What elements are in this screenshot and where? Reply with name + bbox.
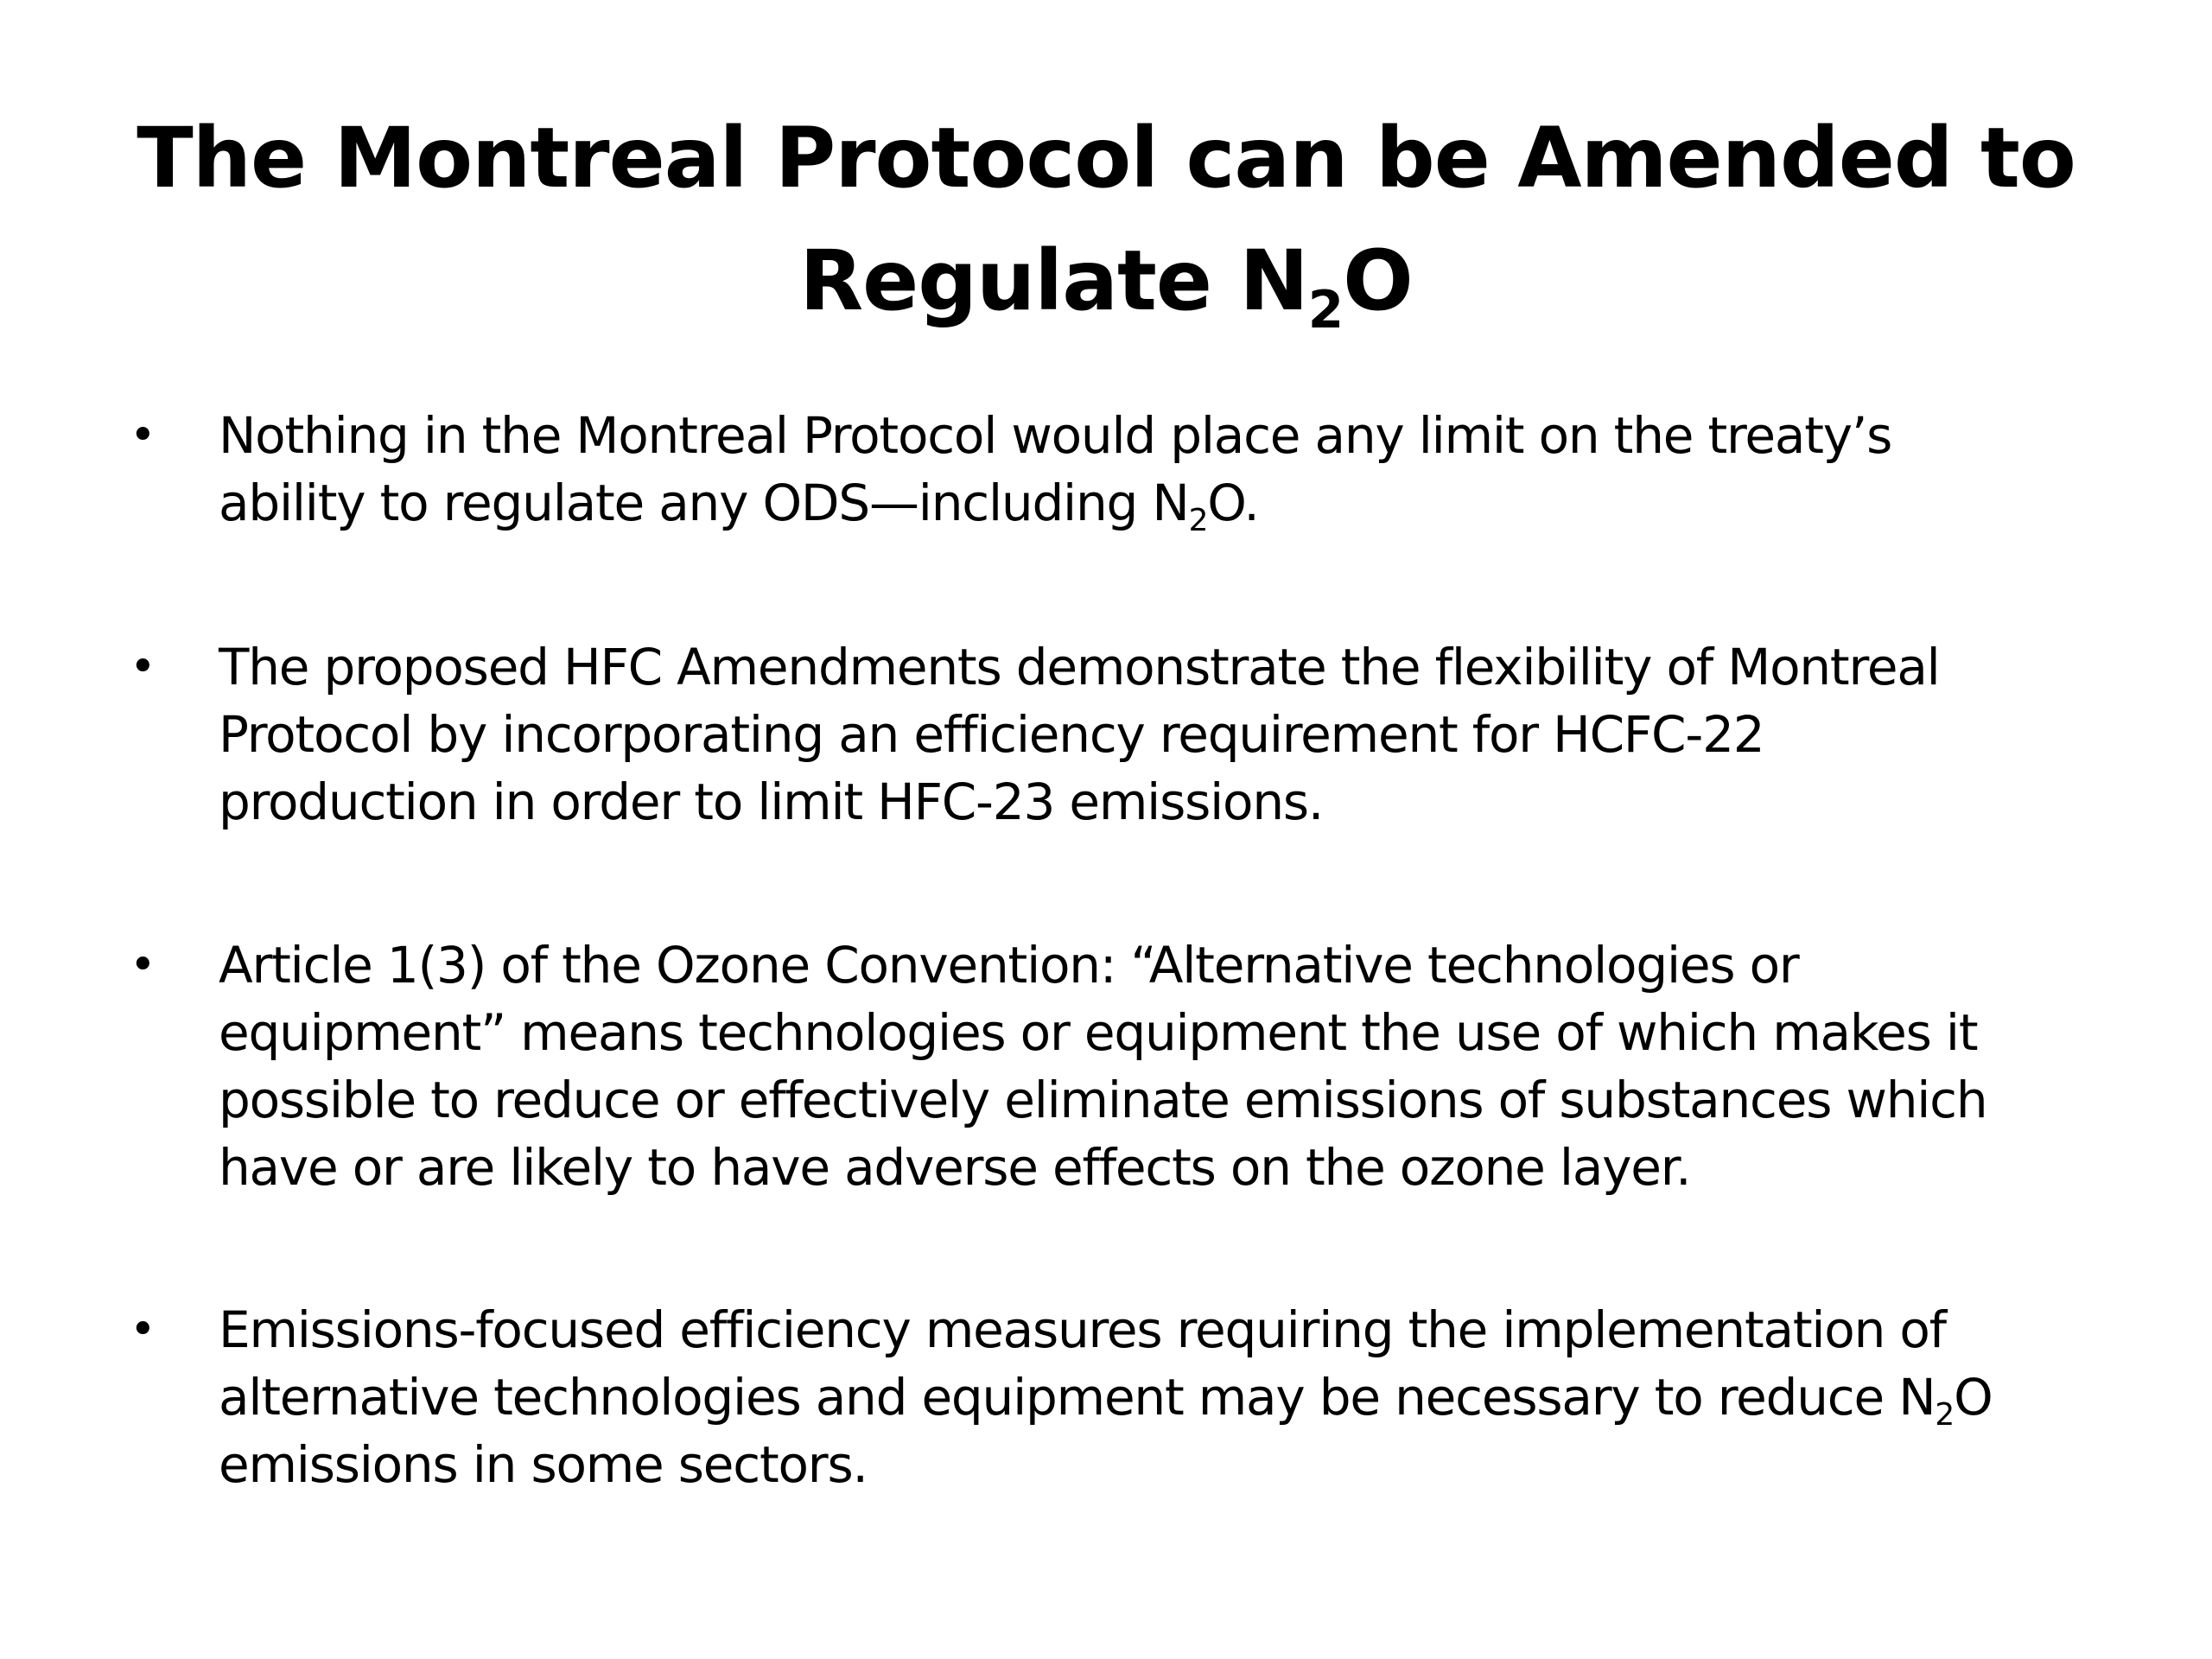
bullet-line: emissions in some sectors.: [219, 1435, 868, 1494]
bullet-text: [219, 402, 2120, 537]
bullet-line: possible to reduce or effectively eliminate emissions of substances which: [219, 1071, 1987, 1129]
bullet-line: Emissions-focused efficiency measures requiring the implementation of: [219, 1300, 1946, 1359]
bullet-line: production in order to limit HFC-23 emissions.: [219, 772, 1324, 831]
slide-title-line-2: [121, 219, 2091, 342]
bullet-text: [219, 931, 2120, 1201]
slide-title: [121, 97, 2091, 342]
bullet-line-text: alternative technologies and equipment may be necessary to reduce N: [219, 1368, 1936, 1427]
bullet-line-text: O: [1954, 1368, 1993, 1427]
bullet-line: have or are likely to have adverse effects on the ozone layer.: [219, 1138, 1691, 1197]
bullet-line: [219, 469, 2120, 537]
bullet-marker: •: [130, 1304, 156, 1356]
slide-title-text: Regulate N: [799, 232, 1308, 329]
bullet-line: [219, 1363, 2120, 1431]
bullet-line: equipment” means technologies or equipment the use of which makes it: [219, 1003, 1978, 1062]
bullet-line-text: ability to regulate any ODS—including N: [219, 474, 1189, 532]
bullet-marker: •: [130, 641, 156, 693]
bullet-text: [219, 1296, 2120, 1498]
bullet-marker: •: [130, 939, 156, 991]
slide-title-text: O: [1343, 232, 1413, 329]
slide-title-line-1: The Montreal Protocol can be Amended to: [137, 110, 2075, 207]
subscript: 2: [1307, 281, 1344, 341]
bullet-line: The proposed HFC Amendments demonstrate the flexibility of Montreal: [219, 638, 1940, 696]
bullet-line-text: O.: [1207, 474, 1259, 532]
bullet-line: Nothing in the Montreal Protocol would place any limit on the treaty’s: [219, 406, 1892, 465]
bullet-line: Protocol by incorporating an efficiency requirement for HCFC-22: [219, 705, 1764, 764]
bullet-line: Article 1(3) of the Ozone Convention: “Alternative technologies or: [219, 936, 1799, 995]
bullet-marker: •: [130, 410, 156, 461]
subscript: 2: [1935, 1396, 1955, 1433]
subscript: 2: [1188, 502, 1208, 538]
bullet-text: [219, 633, 2120, 836]
